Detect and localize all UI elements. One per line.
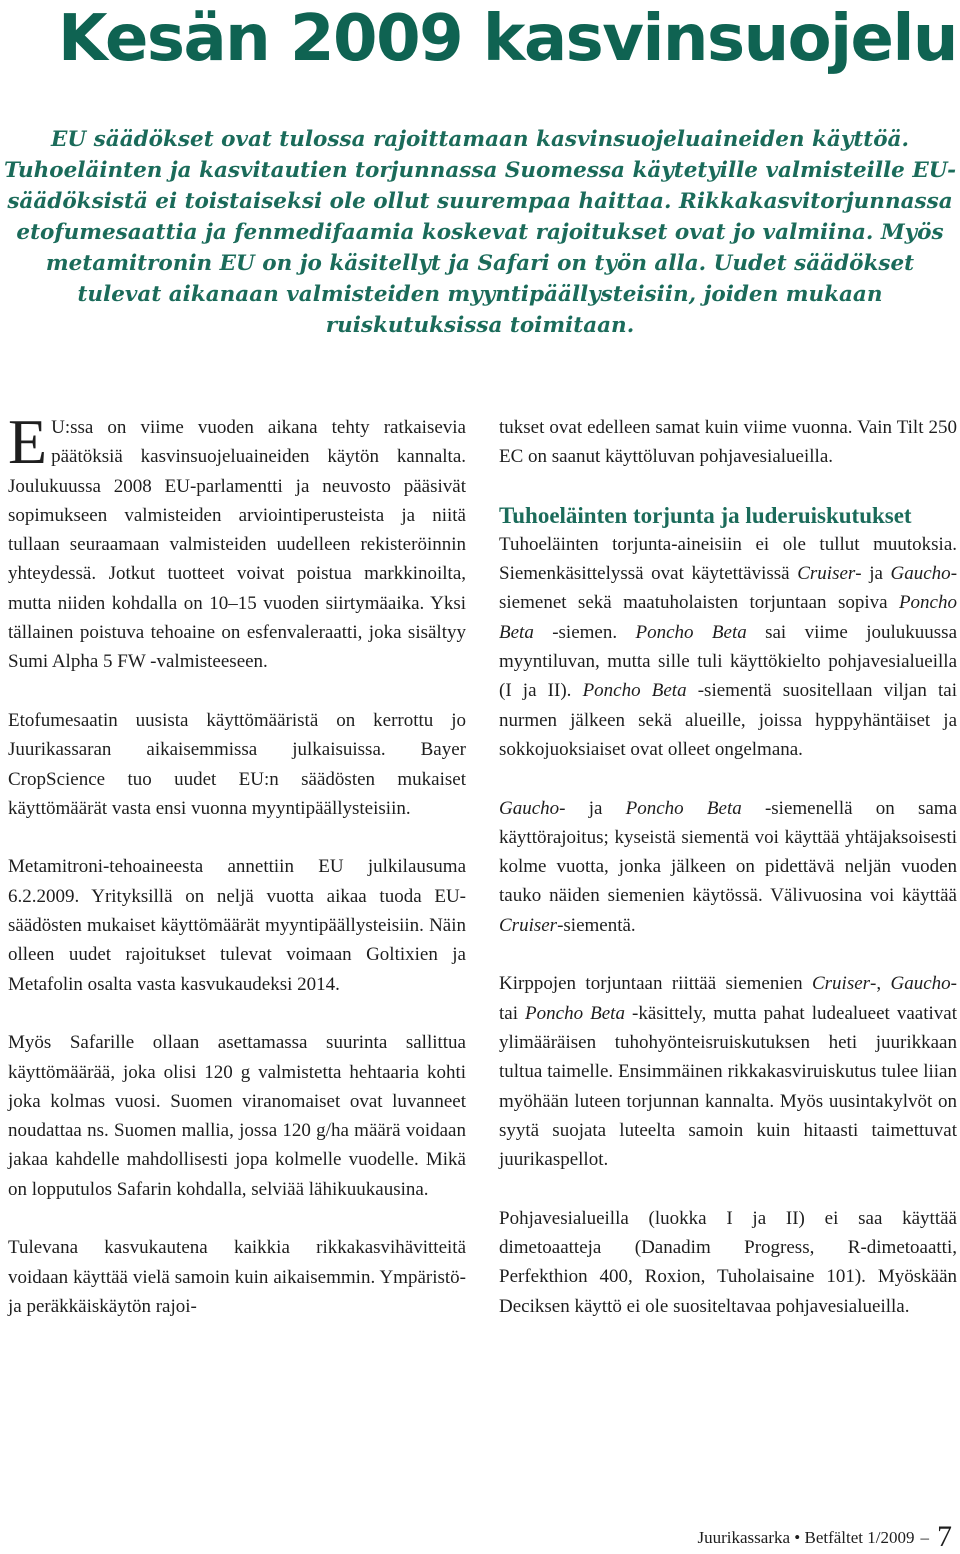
product-name: Poncho Beta <box>625 797 742 819</box>
page-number: 7 <box>937 1520 952 1553</box>
lead-line: ruiskutuksissa toimitaan. <box>325 313 635 338</box>
flea-beetle-paragraph <box>499 969 957 1174</box>
lead-paragraph <box>0 124 960 341</box>
text-run: Tuhoeläinten torjunta-aineisiin ei ole tullut muutoksia. Siemenkäsittelyssä ovat käytettävissä <box>499 533 957 585</box>
drop-cap: E <box>8 406 48 477</box>
continued-paragraph: tukset ovat edelleen samat kuin viime vuonna. Vain Tilt 250 EC on saanut käyttöluvan pohjavesialueilla. <box>499 417 957 468</box>
product-name: Cruiser <box>499 914 558 936</box>
page-footer <box>698 1520 952 1554</box>
product-name: Cruiser <box>797 563 856 585</box>
lead-line: tulevat aikanaan valmisteiden myyntipäällysteisiin, joiden mukaan <box>77 282 883 307</box>
product-name: Poncho Beta <box>525 1002 625 1024</box>
text-run: -siemenet sekä maatuholaisten torjuntaan sopiva <box>499 563 958 614</box>
product-name: Poncho Beta <box>635 621 747 643</box>
seed-restriction-paragraph <box>499 794 957 940</box>
herbicide-paragraph: Tulevana kasvukautena kaikkia rikkakasvihävitteitä voidaan käyttää vielä samoin kuin aikaisemmin. Ympäristö- ja peräkkäiskäytön rajoi- <box>8 1237 466 1317</box>
text-run: -käsittely, mutta pahat ludealueet vaativat ylimääräisen tuhohyönteisruiskutuksen heti juurikkaan tultua taimelle. Ensimmäinen rikkakasviruiskutus tulee liian myöhään luteen torjunnan kannalta. Myös uusintakylvöt on syytä suojata luteelta samoin kuin hitaasti taimettuvat juurikaspellot. <box>499 1002 958 1171</box>
right-column <box>499 413 957 1350</box>
groundwater-paragraph: Pohjavesialueilla (luokka I ja II) ei saa käyttää dimetoaatteja (Danadim Progress, R-dimetoaatti, Perfekthion 400, Roxion, Tuholaisaine 101). Myöskään Deciksen käyttö ei ole suositeltavaa pohjavesialueilla. <box>499 1207 957 1317</box>
lead-line: metamitronin EU on jo käsitellyt ja Safari on työn alla. Uudet säädökset <box>45 251 915 276</box>
metamitron-paragraph: Metamitroni-tehoaineesta annettiin EU julkilausuma 6.2.2009. Yrityksillä on neljä vuotta aikaa tuoda EU-säädösten mukaiset käyttömäärät myyntipäällysteisiin. Näin olleen uudet rajoitukset tulevat voimaan Goltixien ja Metafolin osalta vasta kasvukaudeksi 2014. <box>8 856 466 995</box>
footer-dash: – <box>920 1528 929 1547</box>
product-name: Gaucho <box>890 973 951 995</box>
text-run: - ja <box>559 797 626 819</box>
product-name: Cruiser <box>811 973 871 995</box>
lead-line: etofumesaattia ja fenmedifaamia koskevat rajoitukset ovat jo valmiina. Myös <box>16 220 944 245</box>
text-run: Kirppojen torjuntaan riittää siemenien <box>499 973 812 995</box>
lead-line: Tuhoeläinten ja kasvitautien torjunnassa Suomessa käytetyille valmisteille EU- <box>3 158 957 183</box>
text-run: sai viime joulukuussa myyntiluvan, mutta sille tuli käyttökielto pohjavesialueilla (I ja II). <box>499 621 957 702</box>
text-run: -siementä. <box>557 914 636 936</box>
etofumesate-paragraph: Etofumesaatin uusista käyttömääristä on kerrottu jo Juurikassaran aikaisemmissa julkaisuissa. Bayer CropScience tuo uudet EU:n säädösten mukaiset käyttömäärät vasta ensi vuonna myyntipäällysteisiin. <box>8 709 466 819</box>
text-run: -siementä suositellaan viljan tai nurmen jälkeen sekä alueille, joissa hyppyhäntäiset ja sokkojuoksiaiset ovat olleet ongelmana. <box>499 680 957 760</box>
lead-line: EU säädökset ovat tulossa rajoittamaan kasvinsuojeluaineiden käyttöä. <box>51 127 909 152</box>
text-run: - tai <box>499 973 957 1024</box>
product-name: Gaucho <box>890 563 951 585</box>
pest-control-paragraph <box>499 530 957 764</box>
text-run: -, <box>870 973 891 995</box>
safari-paragraph: Myös Safarille ollaan asettamassa suurinta sallittua käyttömäärää, joka olisi 120 g valmistetta hehtaaria kohti joka kolmas vuosi. Suomen viranomaiset ovat luvanneet noudattaa ns. Suomen mallia, jossa 120 g/ha määrä voidaan jakaa kahdelle mahdollisesti jopa kolmelle vuodelle. Mikä on lopputulos Safarin kohdalla, selviää lähikuukausina. <box>8 1032 466 1200</box>
lead-line: säädöksistä ei toistaiseksi ole ollut suurempaa haittaa. Rikkakasvitorjunnassa <box>7 189 953 214</box>
section-heading: Tuhoeläinten torjunta ja luderuiskutukset <box>499 502 912 528</box>
intro-text: U:ssa on viime vuoden aikana tehty ratkaisevia päätöksiä kasvinsuojeluaineiden käytön kannalta. Joulukuussa 2008 EU-parlamentti ja neuvosto pääsivät sopimukseen valmisteiden arviointiperusteista ja niitä tullaan seuraamaan valmisteiden uudelleen rekisteröinnin yhteydessä. Jotkut tuotteet voivat poistua markkinoilta, mutta niiden kohdalla on 10–15 vuoden siirtymäaika. Yksi tällainen poistuva tehoaine on esfenvaleraatti, joka sisältyy Sumi Alpha 5 FW -valmisteeseen. <box>8 417 466 673</box>
text-run: -siemenellä on sama käyttörajoitus; kyseistä siementä voi käyttää yhtäjaksoisesti kolme vuotta, jonka jälkeen on pidettävä neljän vuoden tauko näiden siemenien käytössä. Välivuosina voi käyttää <box>499 797 958 907</box>
product-name: Poncho Beta <box>499 592 957 643</box>
intro-paragraph <box>8 406 466 677</box>
product-name: Gaucho <box>499 797 560 819</box>
text-run: - ja <box>855 563 891 585</box>
text-run: -siemen. <box>533 621 636 643</box>
product-name: Poncho Beta <box>582 680 687 702</box>
left-column <box>8 406 466 1351</box>
page-title: Kesän 2009 kasvinsuojelu <box>58 2 957 76</box>
publication-name: Juurikassarka • Betfältet 1/2009 <box>697 1528 915 1547</box>
